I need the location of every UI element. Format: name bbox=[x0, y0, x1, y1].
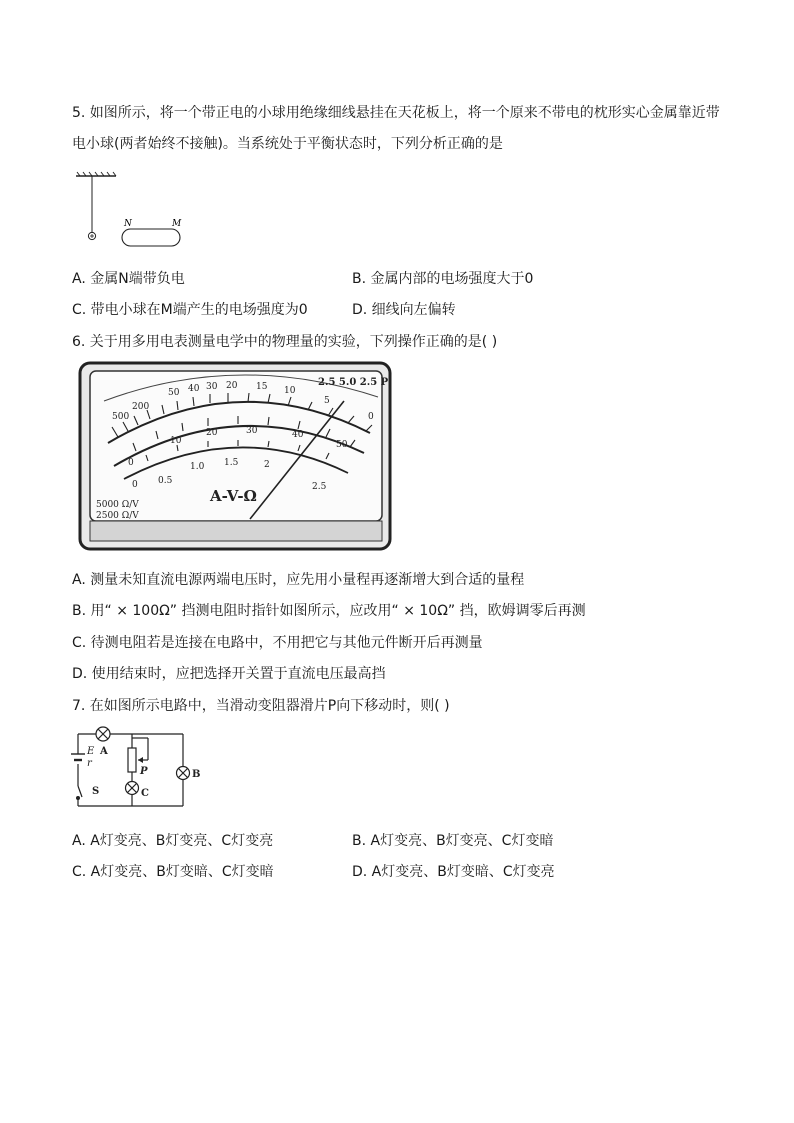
q7-option-d: D. A灯变亮、B灯变暗、C灯变亮 bbox=[352, 864, 555, 880]
scale-top-label-0: 500 bbox=[112, 412, 130, 422]
label-a: A bbox=[100, 746, 108, 757]
meter-rating-1: 5000 Ω/V bbox=[96, 500, 139, 510]
label-e: E bbox=[87, 746, 95, 757]
q6-option-b: B. 用“ × 100Ω” 挡测电阻时指针如图所示，应改用“ × 10Ω” 挡，欧姆调零后再测 bbox=[72, 603, 586, 619]
q5-stem-line1: 5. 如图所示，将一个带正电的小球用绝缘细线悬挂在天花板上，将一个原来不带电的枕形实心金属靠近带 bbox=[72, 105, 720, 121]
meter-top-right-text: 2.5 5.0 2.5 P bbox=[318, 377, 389, 388]
q6-option-a: A. 测量未知直流电源两端电压时，应先用小量程再逐渐增大到合适的量程 bbox=[72, 572, 525, 588]
q6-option-c: C. 待测电阻若是连接在电路中，不用把它与其他元件断开后再测量 bbox=[72, 635, 483, 651]
multimeter-figure bbox=[78, 361, 392, 551]
q7-stem: 7. 在如图所示电路中，当滑动变阻器滑片P向下移动时，则( ) bbox=[72, 698, 450, 714]
q6-option-d: D. 使用结束时，应把选择开关置于直流电压最高挡 bbox=[72, 666, 386, 682]
q5-option-b: B. 金属内部的电场强度大于0 bbox=[352, 271, 534, 287]
q5-option-a: A. 金属N端带负电 bbox=[72, 271, 185, 287]
pillow-metal bbox=[122, 229, 180, 246]
slider-arrow bbox=[138, 757, 143, 763]
scale-top-label-2: 50 bbox=[168, 388, 180, 398]
scale-low-label-4: 2 bbox=[264, 460, 270, 470]
scale-mid-label-1: 10 bbox=[170, 436, 182, 446]
scale-top-label-9: 0 bbox=[368, 412, 374, 422]
scale-top-label-7: 10 bbox=[284, 386, 296, 396]
scale-top-label-4: 30 bbox=[206, 382, 218, 392]
q5-figure bbox=[72, 168, 192, 252]
label-n: N bbox=[124, 219, 132, 229]
circuit-figure bbox=[68, 724, 201, 814]
label-r: r bbox=[87, 758, 92, 769]
label-p: P bbox=[140, 766, 148, 777]
q5-stem-line2: 电小球(两者始终不接触)。当系统处于平衡状态时，下列分析正确的是 bbox=[72, 136, 503, 152]
q7-option-b: B. A灯变亮、B灯变亮、C灯变暗 bbox=[352, 833, 554, 849]
scale-top-label-5: 20 bbox=[226, 381, 238, 391]
q7-option-a: A. A灯变亮、B灯变亮、C灯变亮 bbox=[72, 833, 274, 849]
scale-mid-label-4: 40 bbox=[292, 430, 304, 440]
scale-mid-label-0: 0 bbox=[128, 458, 134, 468]
q5-option-d: D. 细线向左偏转 bbox=[352, 302, 456, 318]
scale-top-label-1: 200 bbox=[132, 402, 150, 412]
scale-top-label-3: 40 bbox=[188, 384, 200, 394]
q7-option-c: C. A灯变亮、B灯变暗、C灯变暗 bbox=[72, 864, 274, 880]
scale-low-label-1: 0.5 bbox=[158, 476, 173, 486]
scale-low-label-0: 0 bbox=[132, 480, 138, 490]
meter-rating-2: 2500 Ω/V bbox=[96, 511, 139, 521]
scale-top-label-8: 5 bbox=[324, 396, 330, 406]
scale-low-label-5: 2.5 bbox=[312, 482, 327, 492]
scale-low-label-2: 1.0 bbox=[190, 462, 205, 472]
q5-option-c: C. 带电小球在M端产生的电场强度为0 bbox=[72, 302, 308, 318]
scale-mid-label-2: 20 bbox=[206, 428, 218, 438]
scale-mid-label-3: 30 bbox=[246, 426, 258, 436]
scale-mid-label-5: 50 bbox=[336, 440, 348, 450]
label-b: B bbox=[192, 769, 201, 780]
meter-center-text: A-V-Ω bbox=[210, 487, 257, 505]
label-s: S bbox=[92, 786, 100, 797]
meter-bottom-strip bbox=[90, 521, 382, 541]
scale-top-label-6: 15 bbox=[256, 382, 268, 392]
label-c: C bbox=[141, 788, 149, 799]
label-m: M bbox=[172, 219, 182, 229]
scale-low-label-3: 1.5 bbox=[224, 458, 239, 468]
q6-stem: 6. 关于用多用电表测量电学中的物理量的实验，下列操作正确的是( ) bbox=[72, 334, 498, 350]
